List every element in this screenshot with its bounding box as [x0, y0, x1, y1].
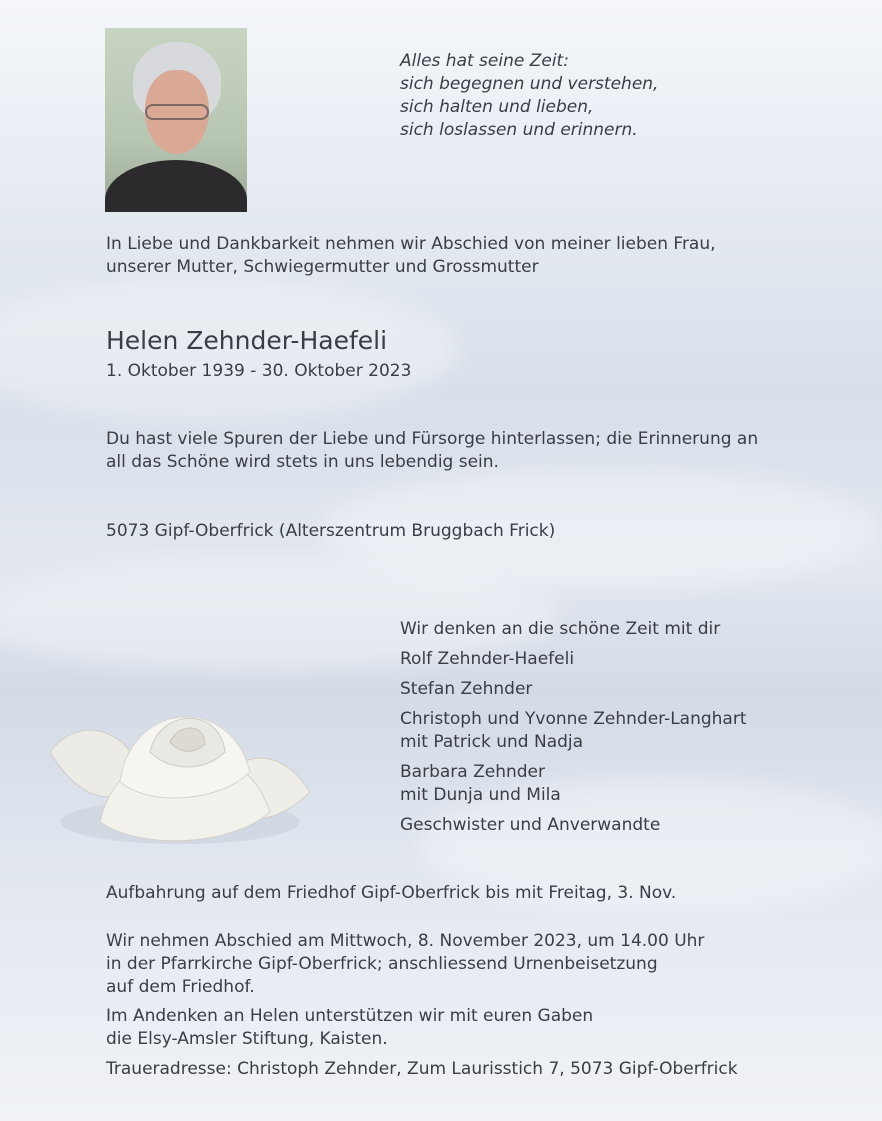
- family-member: Barbara Zehnder mit Dunja und Mila: [400, 762, 561, 805]
- family-heading: Wir denken an die schöne Zeit mit dir: [400, 619, 721, 639]
- poem: Alles hat seine Zeit: sich begegnen und verstehen, sich halten und lieben, sich loslassen und erinnern.: [400, 51, 659, 140]
- mourning-address: Traueradresse: Christoph Zehnder, Zum Laurisstich 7, 5073 Gipf-Oberfrick: [106, 1059, 738, 1079]
- intro-text: In Liebe und Dankbarkeit nehmen wir Abschied von meiner lieben Frau, unserer Mutter, Schwiegermutter und Grossmutter: [106, 234, 716, 277]
- funeral-info: Wir nehmen Abschied am Mittwoch, 8. November 2023, um 14.00 Uhr in der Pfarrkirche Gipf-Oberfrick; anschliessend Urnenbeisetzung auf dem Friedhof.: [106, 931, 705, 997]
- deceased-name: Helen Zehnder-Haefeli: [106, 326, 388, 355]
- donation-info: Im Andenken an Helen unterstützen wir mit euren Gaben die Elsy-Amsler Stiftung, Kaisten.: [106, 1006, 594, 1049]
- portrait-photo: [105, 28, 247, 212]
- family-member: Christoph und Yvonne Zehnder-Langhart mit Patrick und Nadja: [400, 709, 747, 752]
- family-member: Rolf Zehnder-Haefeli: [400, 649, 575, 669]
- viewing-info: Aufbahrung auf dem Friedhof Gipf-Oberfrick bis mit Freitag, 3. Nov.: [106, 883, 677, 903]
- white-rose-image: [40, 672, 320, 852]
- family-list: [400, 618, 747, 844]
- life-dates: 1. Oktober 1939 - 30. Oktober 2023: [106, 361, 412, 381]
- tribute-text: Du hast viele Spuren der Liebe und Fürsorge hinterlassen; die Erinnerung an all das Schöne wird stets in uns lebendig sein.: [106, 429, 759, 472]
- family-member: Stefan Zehnder: [400, 679, 533, 699]
- family-member: Geschwister und Anverwandte: [400, 815, 661, 835]
- location-text: 5073 Gipf-Oberfrick (Alterszentrum Bruggbach Frick): [106, 521, 556, 541]
